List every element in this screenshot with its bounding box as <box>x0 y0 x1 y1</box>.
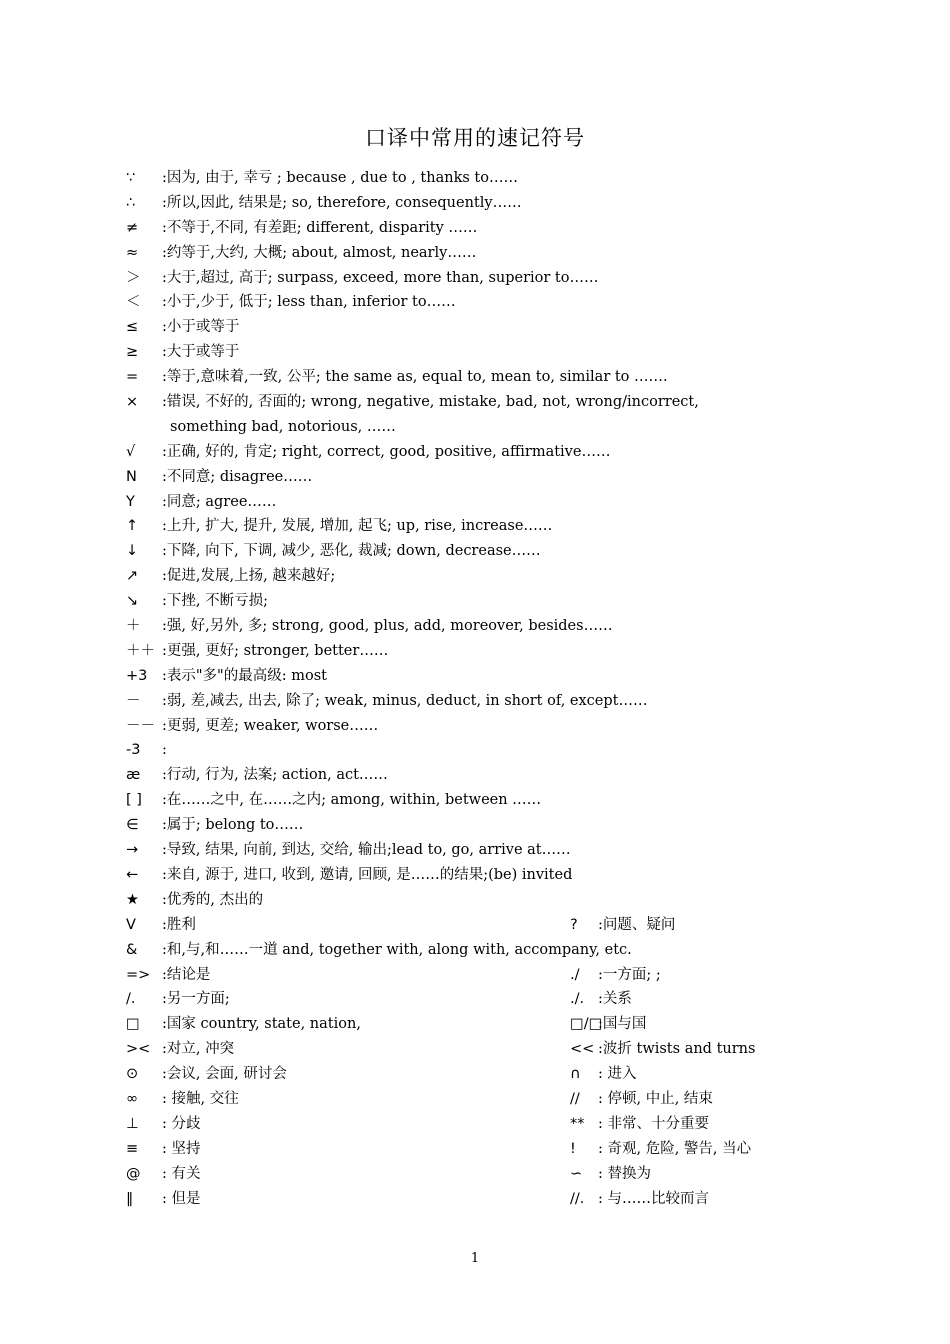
symbol-row <box>126 514 826 539</box>
symbol-row <box>126 539 826 564</box>
symbol-row <box>126 938 826 963</box>
symbol-meaning: :促进,发展,上扬, 越来越好; <box>162 568 336 585</box>
symbol-meaning: :小于,少于, 低于; less than, inferior to…… <box>162 294 456 311</box>
symbol-row <box>126 639 826 664</box>
symbol-row <box>126 738 826 763</box>
symbol-meaning: : 接触, 交往 <box>162 1090 239 1107</box>
symbol-meaning: :不同意; disagree…… <box>162 468 313 485</box>
symbol-row <box>126 1062 826 1087</box>
symbol-glyph: ↓ <box>126 543 139 560</box>
symbol-meaning: :问题、疑问 <box>598 916 676 933</box>
symbol-row <box>126 564 826 589</box>
symbol-glyph: ★ <box>126 891 139 908</box>
symbol-glyph: << <box>570 1041 595 1058</box>
symbol-meaning: :胜利 <box>162 916 196 933</box>
symbol-row <box>126 788 826 813</box>
symbol-row <box>126 714 826 739</box>
symbol-meaning: : 替换为 <box>598 1165 651 1182</box>
symbol-row <box>126 813 826 838</box>
symbol-glyph: √ <box>126 443 136 460</box>
symbol-meaning: :错误, 不好的, 否面的; wrong, negative, mistake, bad, not, wrong/incorrect, <box>162 394 699 411</box>
symbol-meaning: :小于或等于 <box>162 319 240 336</box>
symbol-meaning: : 有关 <box>162 1165 201 1182</box>
right-column-entry <box>570 1062 637 1087</box>
right-column-entry <box>570 1112 709 1137</box>
symbol-glyph: ↗ <box>126 568 139 585</box>
symbol-meaning: : 但是 <box>162 1190 201 1207</box>
symbol-row <box>126 1112 826 1137</box>
symbol-row <box>126 440 826 465</box>
symbol-row <box>126 888 826 913</box>
symbol-meaning: :更强, 更好; stronger, better…… <box>162 642 389 659</box>
symbol-meaning: :弱, 差,减去, 出去, 除了; weak, minus, deduct, in short of, except…… <box>162 692 648 709</box>
symbol-meaning: : 坚持 <box>162 1140 201 1157</box>
symbol-meaning: :导致, 结果, 向前, 到达, 交给, 输出;lead to, go, arrive at…… <box>162 842 571 859</box>
symbol-meaning: :下降, 向下, 下调, 减少, 恶化, 裁减; down, decrease…… <box>162 543 541 560</box>
right-column-entry <box>570 913 675 938</box>
symbol-meaning: : 分歧 <box>162 1115 201 1132</box>
right-column-entry <box>570 987 632 1012</box>
symbol-glyph: ⊙ <box>126 1066 139 1083</box>
symbol-row <box>126 191 826 216</box>
symbol-meaning: :下挫, 不断亏损; <box>162 593 268 610</box>
right-column-entry <box>570 1037 755 1062</box>
symbol-glyph: // <box>570 1090 580 1107</box>
symbol-row <box>126 1012 826 1037</box>
right-column-entry <box>570 1187 709 1212</box>
symbol-row <box>126 241 826 266</box>
symbol-row <box>126 216 826 241</box>
symbol-row <box>126 340 826 365</box>
symbol-row <box>126 465 826 490</box>
symbol-glyph: N <box>126 468 137 485</box>
symbol-meaning: :因为, 由于, 幸亏 ; because , due to , thanks to…… <box>162 170 518 186</box>
symbol-glyph: ∞ <box>126 1090 139 1107</box>
symbol-meaning: :约等于,大约, 大概; about, almost, nearly…… <box>162 244 477 261</box>
symbol-meaning: : 非常、十分重要 <box>598 1115 709 1132</box>
symbol-meaning: :结论是 <box>162 966 211 983</box>
symbol-glyph: ? <box>570 916 578 933</box>
symbol-meaning: :同意; agree…… <box>162 493 277 510</box>
right-column-entry <box>570 1162 651 1187</box>
symbol-meaning: :另一方面; <box>162 991 230 1008</box>
symbol-glyph: ./. <box>570 991 585 1008</box>
symbol-row <box>126 1137 826 1162</box>
symbol-glyph: ‖ <box>126 1190 134 1207</box>
symbol-row <box>126 689 826 714</box>
symbol-glyph: ∴ <box>126 194 136 211</box>
symbol-row <box>126 863 826 888</box>
symbol-meaning: :国家 country, state, nation, <box>162 1016 361 1033</box>
symbol-glyph: ↑ <box>126 518 139 535</box>
symbol-meaning: something bad, notorious, …… <box>170 418 396 435</box>
symbol-row <box>126 415 826 440</box>
symbol-glyph: ∈ <box>126 817 139 834</box>
symbol-glyph: □/□ <box>570 1016 603 1033</box>
symbol-row <box>126 1037 826 1062</box>
symbol-glyph: +3 <box>126 667 148 684</box>
symbol-glyph: ∵ <box>126 170 136 186</box>
symbol-glyph: ∩ <box>570 1066 581 1083</box>
symbol-row <box>126 365 826 390</box>
symbol-glyph: × <box>126 394 139 411</box>
symbol-glyph: ＋ <box>126 618 141 635</box>
symbol-meaning: :国与国 <box>598 1016 647 1033</box>
symbol-glyph: & <box>126 941 138 958</box>
symbol-row <box>126 913 826 938</box>
symbol-glyph: → <box>126 842 139 859</box>
symbol-glyph: □ <box>126 1016 140 1033</box>
symbol-row <box>126 290 826 315</box>
symbol-glyph: -3 <box>126 742 141 759</box>
symbol-glyph: [ ] <box>126 792 142 809</box>
symbol-glyph: ** <box>570 1115 585 1132</box>
symbol-meaning: :大于或等于 <box>162 344 240 361</box>
symbol-meaning: : 奇观, 危险, 警告, 当心 <box>598 1140 752 1157</box>
symbol-meaning: : <box>162 742 167 759</box>
symbol-meaning: :一方面; ; <box>598 966 661 983</box>
symbol-meaning: :大于,超过, 高于; surpass, exceed, more than, superior to…… <box>162 269 599 286</box>
symbol-row <box>126 589 826 614</box>
symbol-meaning: : 进入 <box>598 1066 637 1083</box>
symbol-glyph: >< <box>126 1041 151 1058</box>
right-column-entry <box>570 963 661 988</box>
symbol-meaning: :强, 好,另外, 多; strong, good, plus, add, moreover, besides…… <box>162 618 613 635</box>
symbol-glyph: V <box>126 916 136 933</box>
symbol-glyph: ≡ <box>126 1140 139 1157</box>
symbol-glyph: － <box>126 692 141 709</box>
symbol-glyph: => <box>126 966 151 983</box>
symbol-row <box>126 987 826 1012</box>
symbol-meaning: : 停顿, 中止, 结束 <box>598 1090 713 1107</box>
symbol-meaning: :行动, 行为, 法案; action, act…… <box>162 767 388 784</box>
symbol-glyph: ≈ <box>126 244 139 261</box>
symbol-glyph: ⊥ <box>126 1115 139 1132</box>
symbol-glyph: = <box>126 369 139 386</box>
symbol-meaning: :优秀的, 杰出的 <box>162 891 264 908</box>
symbol-meaning: :在……之中, 在……之内; among, within, between …… <box>162 792 542 809</box>
symbol-glyph: ! <box>570 1140 576 1157</box>
symbol-row <box>126 763 826 788</box>
symbol-meaning: :来自, 源于, 进口, 收到, 邀请, 回顾, 是……的结果;(be) invited <box>162 866 573 883</box>
right-column-entry <box>570 1012 646 1037</box>
symbol-row <box>126 1187 826 1212</box>
symbol-meaning: :关系 <box>598 991 632 1008</box>
symbol-row <box>126 838 826 863</box>
symbol-meaning: :不等于,不同, 有差距; different, disparity …… <box>162 219 478 236</box>
symbol-row <box>126 664 826 689</box>
symbol-meaning: :波折 twists and turns <box>598 1041 756 1058</box>
symbol-meaning: :上升, 扩大, 提升, 发展, 增加, 起飞; up, rise, increase…… <box>162 518 553 535</box>
symbol-meaning: :对立, 冲突 <box>162 1041 235 1058</box>
symbol-glyph: /. <box>126 991 136 1008</box>
symbol-glyph: æ <box>126 767 141 784</box>
symbol-meaning: :正确, 好的, 肯定; right, correct, good, positive, affirmative…… <box>162 443 611 460</box>
symbol-glyph: ≤ <box>126 319 139 336</box>
symbol-row <box>126 315 826 340</box>
symbol-glyph: ＋＋ <box>126 642 155 659</box>
symbol-row <box>126 1087 826 1112</box>
symbol-meaning: :等于,意味着,一致, 公平; the same as, equal to, mean to, similar to ……. <box>162 369 668 386</box>
right-column-entry <box>570 1137 751 1162</box>
symbol-glyph: //. <box>570 1190 585 1207</box>
symbol-glyph: Y <box>126 493 135 510</box>
symbol-list <box>126 166 826 1211</box>
symbol-glyph: ↘ <box>126 593 139 610</box>
symbol-row <box>126 166 826 191</box>
symbol-row <box>126 614 826 639</box>
right-column-entry <box>570 1087 713 1112</box>
symbol-meaning: :属于; belong to…… <box>162 817 304 834</box>
symbol-glyph: ./ <box>570 966 580 983</box>
symbol-row <box>126 266 826 291</box>
symbol-glyph: ≥ <box>126 344 139 361</box>
document-title: 口译中常用的速记符号 <box>365 126 585 150</box>
symbol-meaning: :所以,因此, 结果是; so, therefore, consequently…… <box>162 194 522 211</box>
symbol-glyph: －－ <box>126 717 155 734</box>
symbol-meaning: :更弱, 更差; weaker, worse…… <box>162 717 379 734</box>
symbol-glyph: ＞ <box>126 269 141 286</box>
symbol-glyph: ← <box>126 866 139 883</box>
symbol-meaning: :表示"多"的最高级: most <box>162 667 327 684</box>
symbol-row <box>126 963 826 988</box>
symbol-meaning: :会议, 会面, 研讨会 <box>162 1066 287 1083</box>
symbol-row <box>126 390 826 415</box>
symbol-row <box>126 1162 826 1187</box>
symbol-meaning: : 与……比较而言 <box>598 1190 709 1207</box>
symbol-glyph: ＜ <box>126 294 141 311</box>
symbol-meaning: :和,与,和……一道 and, together with, along with, accompany, etc. <box>162 941 632 958</box>
page-number: 1 <box>470 1251 480 1266</box>
symbol-glyph: ∽ <box>570 1165 583 1182</box>
symbol-row <box>126 490 826 515</box>
symbol-glyph: @ <box>126 1165 141 1182</box>
symbol-glyph: ≠ <box>126 219 139 236</box>
